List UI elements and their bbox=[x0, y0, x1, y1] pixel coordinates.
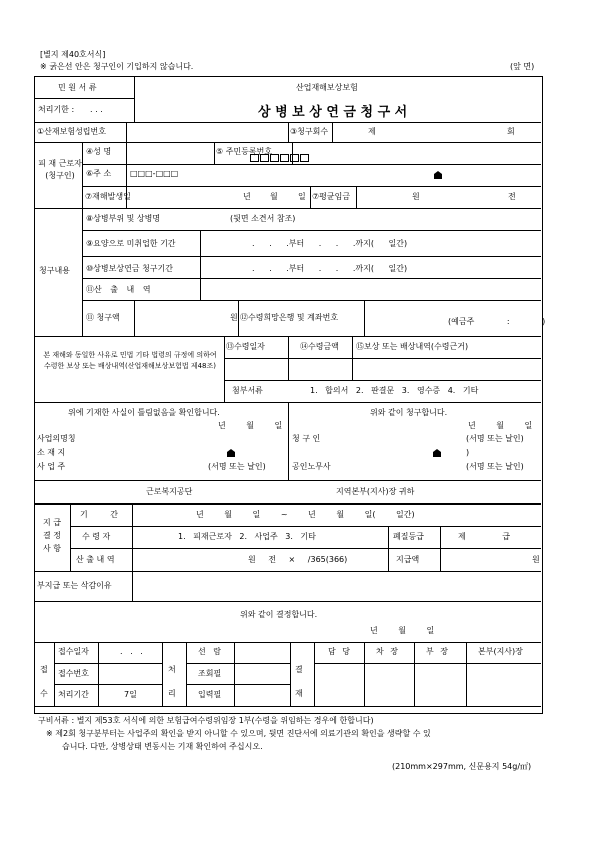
payee-label: 수 령 자 bbox=[82, 532, 111, 541]
staff-label: 담 당 bbox=[328, 647, 350, 656]
injury-part-note: (뒷면 소견서 참조) bbox=[230, 214, 296, 223]
attachments-label: 첨부서류 bbox=[232, 386, 263, 395]
attorney-sign: (서명 또는 날인) bbox=[466, 462, 524, 471]
claim-count-label: ③청구회수 bbox=[290, 127, 329, 136]
business-location-label: 소 재 지 bbox=[37, 448, 66, 457]
claim-date: 년 월 일 bbox=[468, 421, 533, 430]
branch-label: 지역본부(지사)장 귀하 bbox=[336, 487, 415, 496]
attachment-options: 1. 합의서 2. 판결문 3. 영수증 4. 기타 bbox=[310, 386, 479, 395]
receipt-date-dots: . . . bbox=[120, 647, 143, 656]
claim-count-hoe: 회 bbox=[507, 127, 515, 136]
confirm-text: 위에 기재한 사실이 틀림없음을 확인합니다. bbox=[68, 408, 220, 417]
employer-label: 사 업 주 bbox=[37, 462, 66, 471]
payee-options: 1. 피재근로자 2. 사업주 3. 기타 bbox=[178, 532, 316, 541]
comp-detail-label: ⑮보상 또는 배상내역(수령근거) bbox=[356, 342, 469, 351]
disability-grade-label: 폐질등급 bbox=[393, 532, 424, 541]
avg-wage-label: ⑦평균임금 bbox=[312, 192, 351, 201]
name-label: ④성 명 bbox=[86, 147, 112, 156]
worker-group-label: 피 재 근로자 (청구인) bbox=[38, 159, 82, 180]
note-line-2: 습니다. 다만, 상병상태 변동시는 기재 확인하여 주십시오. bbox=[62, 742, 263, 751]
decision-group-label: 지 급 결 정 사 항 bbox=[43, 518, 61, 553]
injury-month: 월 bbox=[270, 192, 278, 201]
page-side: (앞 면) bbox=[510, 62, 535, 71]
recuperation-label: ⑨요양으로 미취업한 기간 bbox=[86, 239, 176, 248]
payment-amount-label: 지급액 bbox=[396, 555, 420, 564]
required-docs: 구비서류 : 별지 제53호 서식에 의한 보험급여수령위임장 1부(수령을 위임하는 경우에 한합니다) bbox=[38, 716, 374, 725]
address-label: ⑥주 소 bbox=[86, 169, 112, 178]
disability-grade: 제 급 bbox=[458, 532, 510, 541]
agency-label: 산업재해보상보험 bbox=[296, 83, 358, 92]
head-label: 본부(지사)장 bbox=[478, 647, 523, 656]
note-line-1: ※ 제2회 청구분부터는 사업주의 확인을 받지 아니할 수 있으며, 뒷면 진단서에 의료기관의 확인을 생략할 수 있 bbox=[46, 729, 431, 738]
form-title: 상 병 보 상 연 금 청 구 서 bbox=[258, 105, 408, 120]
phone-icon bbox=[432, 448, 442, 458]
instruction-text: ※ 굵은선 안은 청구인이 기입하지 않습니다. bbox=[40, 62, 194, 71]
bank-account-label: ⑫수령희망은행 및 계좌번호 bbox=[240, 313, 339, 322]
employer-sign: (서명 또는 날인) bbox=[208, 462, 266, 471]
dept-label: 부 장 bbox=[426, 647, 448, 656]
select-label: 선 람 bbox=[198, 647, 221, 656]
processing-dots: . . . bbox=[90, 105, 103, 114]
claimant-paren: ) bbox=[466, 448, 470, 457]
agency-name: 근로복지공단 bbox=[146, 487, 193, 496]
deadline-label: 처리기간 bbox=[58, 690, 89, 699]
claimant-sign: (서명 또는 날인) bbox=[466, 434, 524, 443]
receipt-no-label: 접수번호 bbox=[58, 669, 89, 678]
decided-date: 년 월 일 bbox=[370, 626, 435, 635]
decision-period-label: 기 간 bbox=[80, 510, 118, 519]
civil-doc-label: 민 원 서 류 bbox=[58, 83, 97, 92]
depositor-label: (예금주 : ) bbox=[448, 317, 546, 326]
decision-calc-label: 산 출 내 역 bbox=[76, 555, 115, 564]
claim-text: 위와 같이 청구합니다. bbox=[370, 408, 448, 417]
paper-spec: (210mm×297mm, 신문용지 54g/㎡) bbox=[392, 762, 532, 771]
claim-amount-label: ⑪ 청구액 bbox=[86, 313, 120, 322]
chief-label: 차 장 bbox=[376, 647, 398, 656]
receipt-group-label: 접 수 bbox=[40, 665, 48, 698]
postal-code-boxes[interactable]: □□□-□□□ bbox=[130, 169, 179, 178]
claim-amount-won: 원 bbox=[230, 313, 238, 322]
labor-attorney-label: 공인노무사 bbox=[292, 462, 331, 471]
decision-period: 년 월 일 ~ 년 월 일( 일간) bbox=[196, 510, 415, 519]
receipt-date-label: 접수일자 bbox=[58, 647, 89, 656]
approve-group-label: 결 재 bbox=[295, 665, 303, 698]
deadline-value: 7일 bbox=[124, 690, 137, 699]
business-name-label: 사업의명칭 bbox=[37, 434, 76, 443]
claim-count-je: 제 bbox=[368, 127, 376, 136]
processing-deadline: 처리기한 : bbox=[38, 105, 75, 114]
decided-text: 위와 같이 결정합니다. bbox=[240, 610, 318, 619]
receipt-date-label: ⑬수령일자 bbox=[226, 342, 265, 351]
injury-day: 일 bbox=[298, 192, 306, 201]
phone-icon bbox=[433, 170, 443, 180]
pension-period-label: ⑩상병보상연금 청구기간 bbox=[86, 264, 173, 273]
query-label: 조회필 bbox=[198, 669, 222, 678]
recuperation-period: . . .부터 . . .까지( 일간) bbox=[252, 239, 408, 248]
injury-year: 년 bbox=[243, 192, 251, 201]
injury-part-label: ⑧상병부위 및 상병명 bbox=[86, 214, 161, 223]
rrn-label: ⑤ 주민등록번호 bbox=[216, 147, 273, 156]
injury-date-label: ⑦재해발생일 bbox=[85, 192, 131, 201]
avg-wage-won: 원 bbox=[412, 192, 420, 201]
compensation-text: 본 재해와 동일한 사유로 민법 기타 법령의 규정에 의하여 수령한 보상 또는 배상내역(산업재해보상보험법 제48조) bbox=[43, 351, 217, 370]
payment-won: 원 bbox=[532, 555, 540, 564]
insurance-no-label: ①산재보험성립번호 bbox=[37, 127, 106, 136]
confirm-date: 년 월 일 bbox=[218, 421, 283, 430]
pension-period: . . .부터 . . .까지( 일간) bbox=[252, 264, 408, 273]
decision-calc: 원 전 × /365(366) bbox=[248, 555, 348, 564]
input-label: 입력필 bbox=[198, 690, 222, 699]
reject-reason-label: 부지급 또는 삭감이유 bbox=[37, 581, 112, 590]
claimant-label: 청 구 인 bbox=[292, 434, 321, 443]
calc-label: ⑪산 출 내 역 bbox=[86, 285, 151, 294]
receipt-amount-label: ⑭수령금액 bbox=[300, 342, 339, 351]
phone-icon bbox=[226, 448, 236, 458]
process-group-label: 처 리 bbox=[168, 665, 176, 698]
form-number: [별지 제40호서식] bbox=[40, 50, 106, 59]
avg-wage-jeon: 전 bbox=[508, 192, 516, 201]
claim-group-label: 청구내용 bbox=[39, 266, 70, 275]
